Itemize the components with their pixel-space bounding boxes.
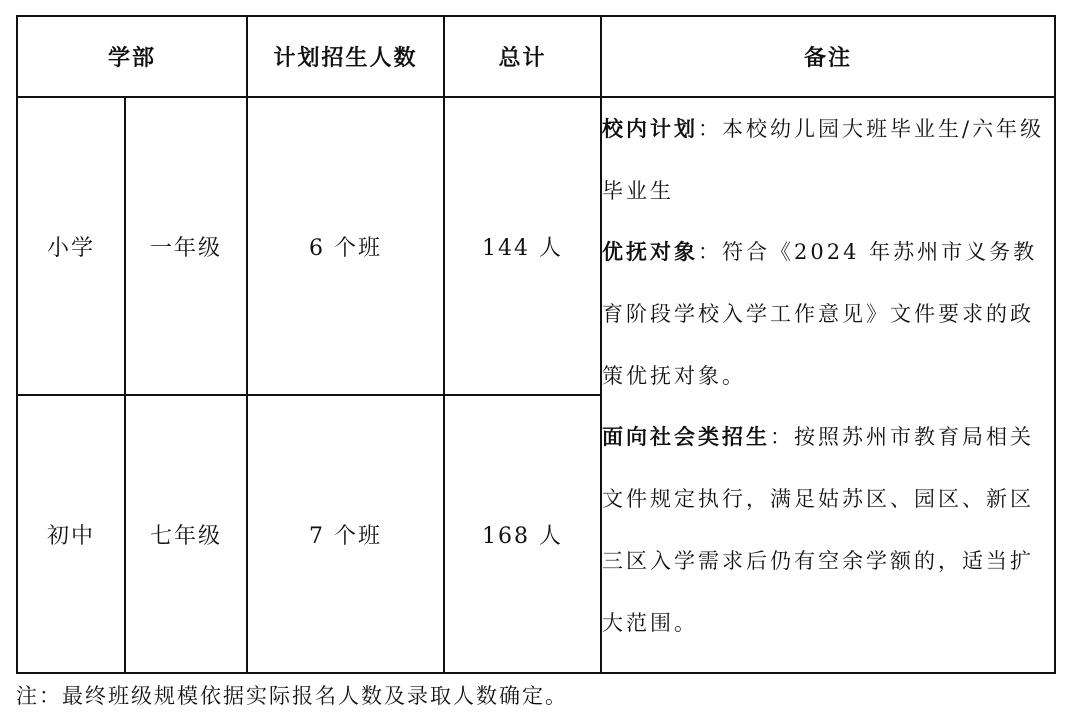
department-cell: 小学: [17, 97, 125, 395]
header-planned: 计划招生人数: [247, 16, 444, 97]
grade-cell: 一年级: [125, 97, 247, 395]
remark-item: [602, 406, 1054, 654]
header-total: 总计: [444, 16, 601, 97]
header-row: [17, 16, 1055, 97]
header-department: 学部: [17, 16, 247, 97]
remark-label: 面向社会类招生: [602, 424, 771, 449]
remark-text: ：按照苏州市教育局相关文件规定执行，满足姑苏区、园区、新区三区入学需求后仍有空余学额的，适当扩大范围。: [602, 425, 1035, 635]
planned-cell: 6 个班: [247, 97, 444, 395]
table-row: [17, 97, 1055, 395]
total-cell: 144 人: [444, 97, 601, 395]
department-cell: 初中: [17, 395, 125, 673]
remark-item: [602, 98, 1054, 222]
enrollment-table: [16, 15, 1056, 674]
remark-text: ：本校幼儿园大班毕业生/六年级毕业生: [602, 117, 1045, 203]
remark-label: 校内计划: [602, 116, 699, 141]
footnote: 注：最终班级规模依据实际报名人数及录取人数确定。: [16, 684, 568, 708]
total-cell: 168 人: [444, 395, 601, 673]
remark-item: [602, 221, 1054, 407]
remark-label: 优抚对象: [602, 239, 699, 264]
header-remarks: 备注: [601, 16, 1055, 97]
grade-cell: 七年级: [125, 395, 247, 673]
planned-cell: 7 个班: [247, 395, 444, 673]
remarks-cell: [601, 97, 1055, 673]
enrollment-table-container: [16, 15, 1056, 674]
remark-text: ：符合《2024 年苏州市义务教育阶段学校入学工作意见》文件要求的政策优抚对象。: [602, 240, 1038, 388]
